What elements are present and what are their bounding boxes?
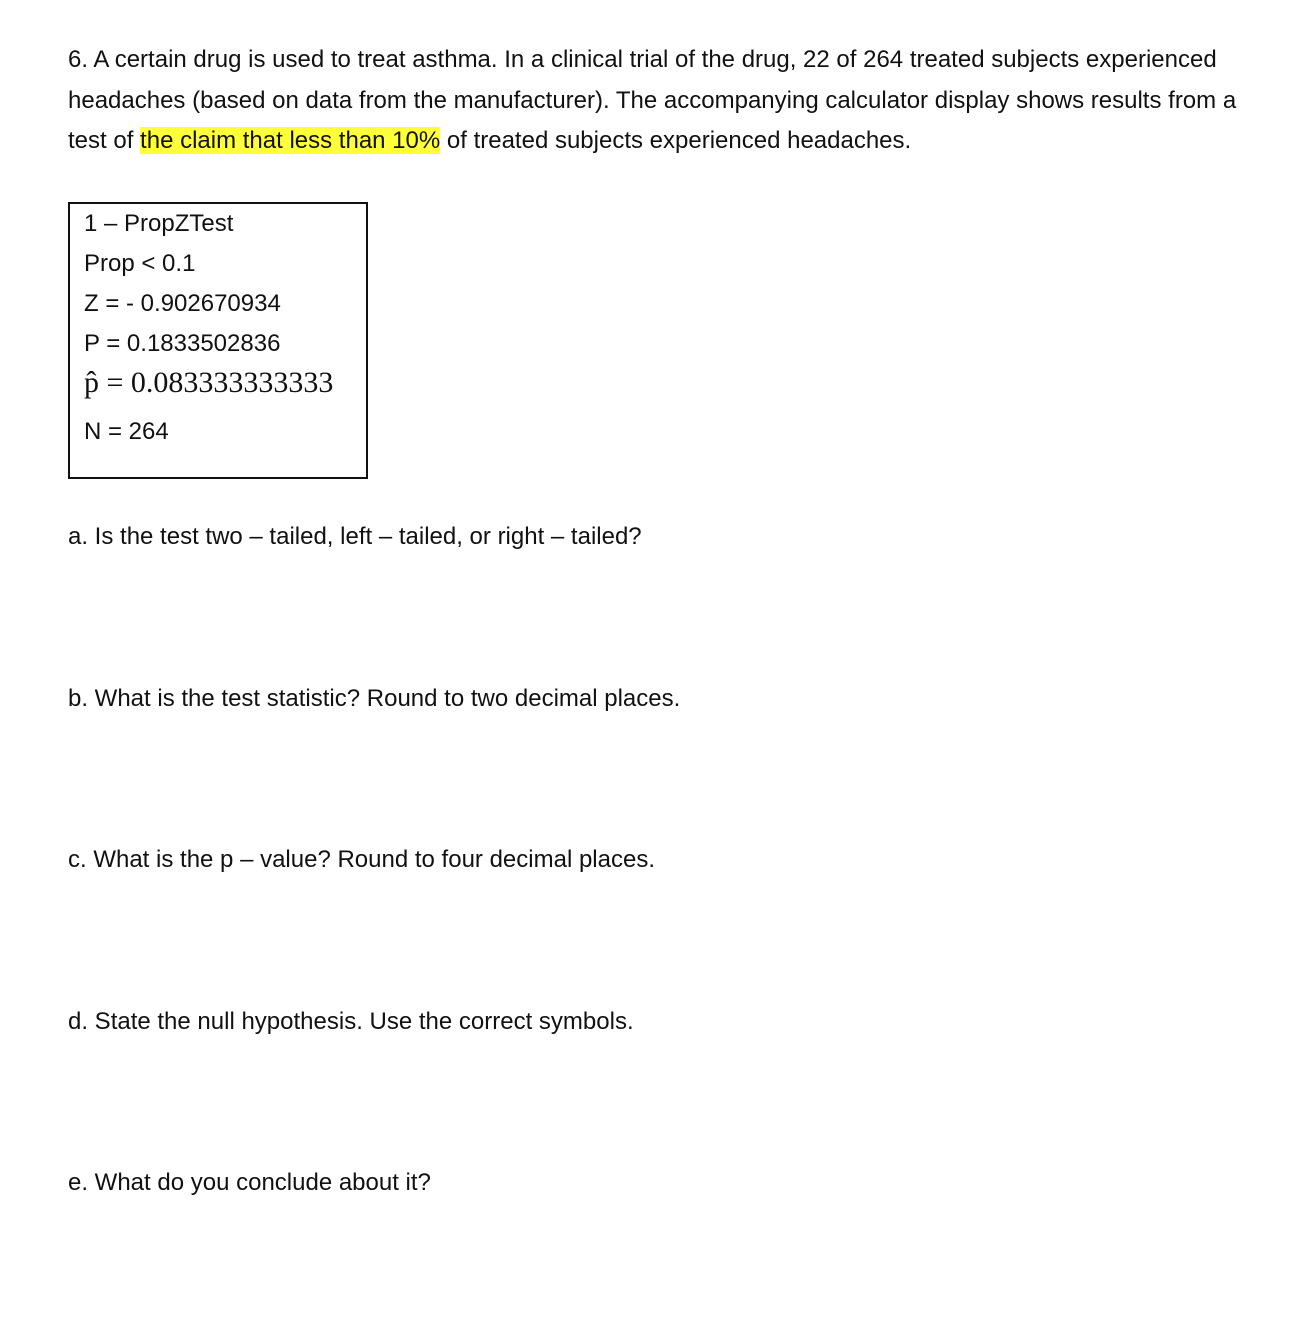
question-e: e. What do you conclude about it?: [68, 1169, 431, 1196]
calculator-display: [68, 202, 368, 479]
question-b: b. What is the test statistic? Round to two decimal places.: [68, 685, 681, 712]
question-a: a. Is the test two – tailed, left – tailed, or right – tailed?: [68, 523, 642, 550]
calc-n: N = 264: [84, 418, 169, 445]
calc-z: Z = - 0.902670934: [84, 290, 281, 317]
question-c: c. What is the p – value? Round to four decimal places.: [68, 846, 655, 873]
calc-phat: p̂ = 0.083333333333: [84, 366, 334, 399]
highlighted-claim: the claim that less than 10%: [140, 127, 441, 154]
calc-title: 1 – PropZTest: [84, 210, 234, 237]
calc-p: P = 0.1833502836: [84, 330, 281, 357]
problem-block: [68, 40, 1248, 162]
problem-text-after: of treated subjects experienced headaches.: [440, 127, 912, 154]
problem-statement: [68, 40, 1248, 162]
calc-prop: Prop < 0.1: [84, 250, 196, 277]
problem-text-before: 6. A certain drug is used to treat asthma. In a clinical trial of the drug, 22 of 264 treated subjects experienced headaches (based on data from the manufacturer). The accompanying calculator display shows results from a test of: [68, 46, 1237, 154]
question-d: d. State the null hypothesis. Use the correct symbols.: [68, 1008, 634, 1035]
